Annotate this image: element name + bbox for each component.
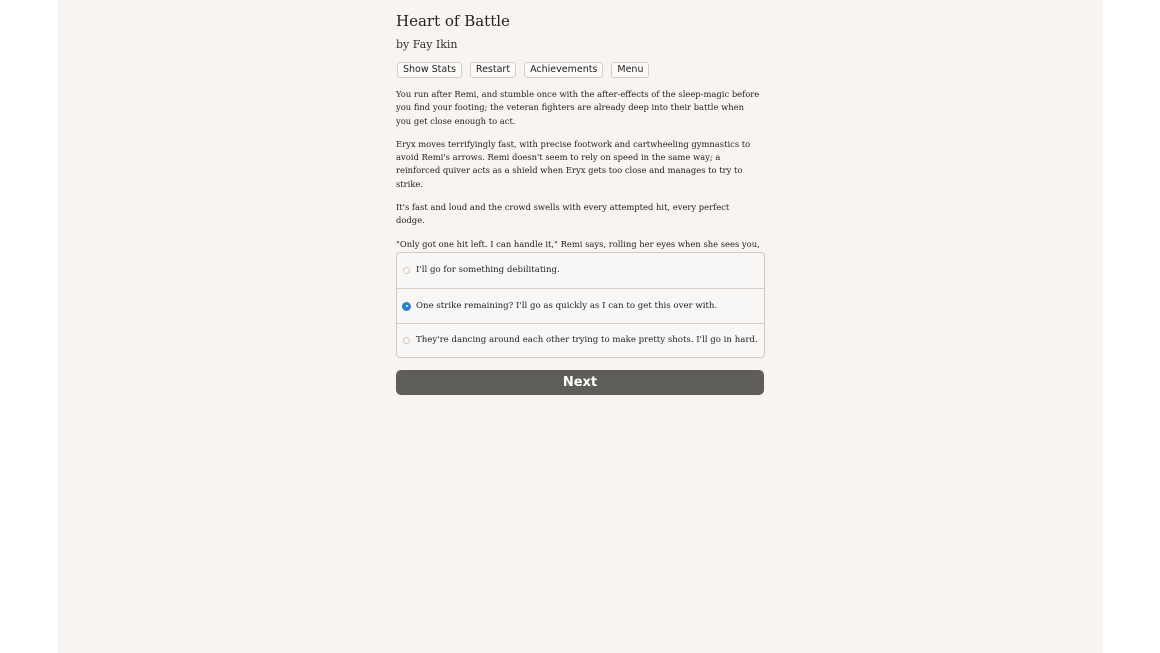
achievements-button[interactable]: Achievements [524,62,603,78]
story-paragraph: It's fast and loud and the crowd swells with every attempted hit, every perfect dodge. [396,202,730,226]
game-page [58,0,1103,653]
show-stats-button[interactable]: Show Stats [397,62,462,78]
radio-unselected-icon[interactable] [403,267,410,274]
story-paragraph: "Only got one hit left. I can handle it," Remi says, rolling her eyes when she sees you, [396,238,760,249]
menu-button[interactable]: Menu [611,62,649,78]
choice-label: They're dancing around each other trying to make pretty shots. I'll go in hard. [416,335,758,345]
choice-label: I'll go for something debilitating. [416,265,560,275]
game-title: Heart of Battle [396,12,510,30]
choice-option-3[interactable] [397,323,764,357]
story-paragraph: You run after Remi, and stumble once with the after-effects of the sleep-magic before you find your footing; the veteran fighters are already deep into their battle when you get close enough to act. [396,89,760,126]
toolbar [397,62,649,78]
choice-label: One strike remaining? I'll go as quickly as I can to get this over with. [416,301,718,311]
choice-option-2[interactable] [397,288,764,324]
story-paragraph: Eryx moves terrifyingly fast, with precise footwork and cartwheeling gymnastics to avoid Remi's arrows. Remi doesn't seem to rely on speed in the same way; a reinforced quiver acts as a shield when Eryx gets too close and manages to try to strike. [396,138,751,189]
restart-button[interactable]: Restart [470,62,516,78]
game-author: by Fay Ikin [396,38,458,51]
choice-list [396,252,765,358]
radio-selected-icon[interactable] [402,302,411,311]
choice-option-1[interactable] [397,253,764,287]
next-button[interactable]: Next [396,370,764,395]
story-text [396,88,760,274]
radio-unselected-icon[interactable] [403,337,410,344]
